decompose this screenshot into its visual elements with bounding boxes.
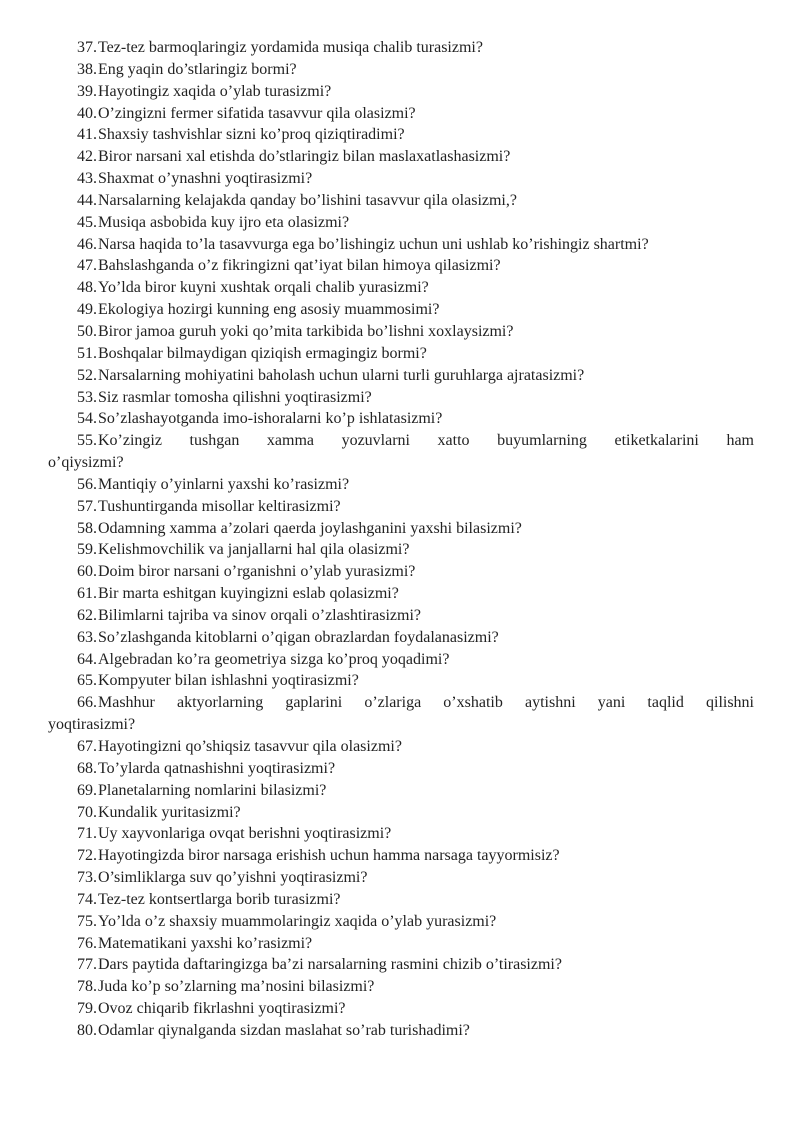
- question-item: [48, 998, 754, 1020]
- question-item: [48, 190, 754, 212]
- question-item: [48, 474, 754, 496]
- question-text-continuation: o’qiysizmi?: [48, 454, 124, 472]
- question-number: 74.: [77, 890, 97, 908]
- question-item: [48, 212, 754, 234]
- question-number: 40.: [77, 104, 97, 122]
- question-text: Eng yaqin do’stlaringiz bormi?: [98, 60, 297, 78]
- question-text: Odamlar qiynalganda sizdan maslahat so’rab turishadimi?: [98, 1021, 470, 1039]
- question-item: [48, 845, 754, 867]
- question-number: 58.: [77, 519, 97, 537]
- question-item: [48, 168, 754, 190]
- question-text: Mantiqiy o’yinlarni yaxshi ko’rasizmi?: [98, 475, 350, 493]
- question-number: 65.: [77, 672, 97, 690]
- question-number: 49.: [77, 301, 97, 319]
- question-item: [48, 146, 754, 168]
- question-number: 47.: [77, 257, 97, 275]
- question-text: Yo’lda biror kuyni xushtak orqali chalib yurasizmi?: [98, 279, 429, 297]
- question-text: Shaxsiy tashvishlar sizni ko’proq qiziqtiradimi?: [98, 126, 405, 144]
- question-item: [48, 933, 754, 955]
- question-item: [48, 321, 754, 343]
- question-number: 53.: [77, 388, 97, 406]
- question-text: Matematikani yaxshi ko’rasizmi?: [98, 934, 313, 952]
- question-item: [48, 605, 754, 627]
- question-number: 68.: [77, 759, 97, 777]
- question-item: [48, 627, 754, 649]
- question-item: [48, 867, 754, 889]
- question-text: To’ylarda qatnashishni yoqtirasizmi?: [98, 759, 336, 777]
- question-number: 77.: [77, 956, 97, 974]
- question-item: [48, 103, 754, 125]
- question-text: Odamning xamma a’zolari qaerda joylashganini yaxshi bilasizmi?: [98, 519, 522, 537]
- question-item: [48, 583, 754, 605]
- question-item: [48, 736, 754, 758]
- question-text: Narsalarning mohiyatini baholash uchun ularni turli guruhlarga ajratasizmi?: [98, 366, 585, 384]
- question-number: 54.: [77, 410, 97, 428]
- question-number: 80.: [77, 1021, 97, 1039]
- question-number: 70.: [77, 803, 97, 821]
- question-text: Ko’zingiz tushgan xamma yozuvlarni xatto buyumlarning etiketkalarini ham: [98, 432, 754, 450]
- question-text: Musiqa asbobida kuy ijro eta olasizmi?: [98, 213, 350, 231]
- question-item: [48, 59, 754, 81]
- question-number: 64.: [77, 650, 97, 668]
- question-number: 52.: [77, 366, 97, 384]
- question-item: [48, 1020, 754, 1042]
- question-text: Ekologiya hozirgi kunning eng asosiy muammosimi?: [98, 301, 440, 319]
- question-item: [48, 518, 754, 540]
- question-text: Doim biror narsani o’rganishni o’ylab yurasizmi?: [98, 563, 416, 581]
- question-item: [48, 255, 754, 277]
- question-number: 56.: [77, 475, 97, 493]
- question-number: 44.: [77, 191, 97, 209]
- question-item: [48, 496, 754, 518]
- question-number: 75.: [77, 912, 97, 930]
- question-text: So’zlashayotganda imo-ishoralarni ko’p ishlatasizmi?: [98, 410, 443, 428]
- question-number: 71.: [77, 825, 97, 843]
- question-item: [48, 299, 754, 321]
- question-text: Juda ko’p so’zlarning ma’nosini bilasizmi?: [98, 978, 375, 996]
- question-item: [48, 234, 754, 256]
- question-text: Dars paytida daftaringizga ba’zi narsalarning rasmini chizib o’tirasizmi?: [98, 956, 562, 974]
- question-item: [48, 780, 754, 802]
- question-item: [48, 365, 754, 387]
- question-item: [48, 889, 754, 911]
- question-number: 62.: [77, 606, 97, 624]
- question-number: 41.: [77, 126, 97, 144]
- question-text: Narsalarning kelajakda qanday bo’lishini tasavvur qila olasizmi,?: [98, 191, 517, 209]
- question-number: 79.: [77, 1000, 97, 1018]
- question-item: [48, 758, 754, 780]
- question-number: 51.: [77, 344, 97, 362]
- question-text: Shaxmat o’ynashni yoqtirasizmi?: [98, 170, 313, 188]
- question-item: [48, 539, 754, 561]
- question-text: Siz rasmlar tomosha qilishni yoqtirasizmi?: [98, 388, 372, 406]
- question-item: [48, 408, 754, 430]
- question-item: [48, 430, 754, 474]
- question-text: Planetalarning nomlarini bilasizmi?: [98, 781, 327, 799]
- question-text: Hayotingiz xaqida o’ylab turasizmi?: [98, 82, 332, 100]
- question-number: 59.: [77, 541, 97, 559]
- question-text: Kelishmovchilik va janjallarni hal qila olasizmi?: [98, 541, 410, 559]
- question-text: Tez-tez kontsertlarga borib turasizmi?: [98, 890, 341, 908]
- question-item: [48, 954, 754, 976]
- question-item: [48, 343, 754, 365]
- question-text: Bir marta eshitgan kuyingizni eslab qolasizmi?: [98, 585, 399, 603]
- question-text: Algebradan ko’ra geometriya sizga ko’proq yoqadimi?: [98, 650, 450, 668]
- question-item: [48, 387, 754, 409]
- question-number: 48.: [77, 279, 97, 297]
- question-text: Yo’lda o’z shaxsiy muammolaringiz xaqida o’ylab yurasizmi?: [98, 912, 497, 930]
- question-list: [48, 37, 754, 1042]
- question-item: [48, 692, 754, 736]
- question-number: 78.: [77, 978, 97, 996]
- question-item: [48, 911, 754, 933]
- question-number: 63.: [77, 628, 97, 646]
- question-text: Tushuntirganda misollar keltirasizmi?: [98, 497, 341, 515]
- question-text: O’simliklarga suv qo’yishni yoqtirasizmi?: [98, 869, 368, 887]
- question-number: 67.: [77, 738, 97, 755]
- question-text: Mashhur aktyorlarning gaplarini o’zlariga o’xshatib aytishni yani taqlid qilishni: [98, 694, 754, 712]
- question-number: 60.: [77, 563, 97, 581]
- question-item: [48, 124, 754, 146]
- question-text: Ovoz chiqarib fikrlashni yoqtirasizmi?: [98, 1000, 346, 1018]
- question-text-continuation: yoqtirasizmi?: [48, 716, 136, 734]
- question-item: [48, 277, 754, 299]
- question-text: Hayotingizni qo’shiqsiz tasavvur qila olasizmi?: [98, 738, 402, 755]
- question-number: 69.: [77, 781, 97, 799]
- question-text: Narsa haqida to’la tasavvurga ega bo’lishingiz uchun uni ushlab ko’rishingiz shartmi?: [98, 235, 649, 253]
- question-number: 42.: [77, 148, 97, 166]
- question-number: 66.: [77, 694, 97, 712]
- question-item: [48, 823, 754, 845]
- question-text: Boshqalar bilmaydigan qiziqish ermagingiz bormi?: [98, 344, 427, 362]
- question-text: Tez-tez barmoqlaringiz yordamida musiqa chalib turasizmi?: [98, 39, 483, 56]
- question-text: Hayotingizda biror narsaga erishish uchun hamma narsaga tayyormisiz?: [98, 847, 560, 865]
- question-item: [48, 670, 754, 692]
- question-text: Biror jamoa guruh yoki qo’mita tarkibida bo’lishni xoxlaysizmi?: [98, 322, 514, 340]
- question-text: Kundalik yuritasizmi?: [98, 803, 241, 821]
- question-text: Biror narsani xal etishda do’stlaringiz bilan maslaxatlashasizmi?: [98, 148, 511, 166]
- question-number: 37.: [77, 39, 97, 56]
- question-number: 43.: [77, 170, 97, 188]
- question-number: 45.: [77, 213, 97, 231]
- question-number: 72.: [77, 847, 97, 865]
- question-item: [48, 561, 754, 583]
- question-number: 73.: [77, 869, 97, 887]
- question-item: [48, 976, 754, 998]
- question-text: Uy xayvonlariga ovqat berishni yoqtirasizmi?: [98, 825, 392, 843]
- question-text: O’zingizni fermer sifatida tasavvur qila olasizmi?: [98, 104, 416, 122]
- question-number: 76.: [77, 934, 97, 952]
- question-item: [48, 81, 754, 103]
- question-number: 46.: [77, 235, 97, 253]
- question-number: 50.: [77, 322, 97, 340]
- question-number: 61.: [77, 585, 97, 603]
- question-number: 38.: [77, 60, 97, 78]
- question-text: Bahslashganda o’z fikringizni qat’iyat bilan himoya qilasizmi?: [98, 257, 501, 275]
- question-text: Kompyuter bilan ishlashni yoqtirasizmi?: [98, 672, 359, 690]
- question-text: So’zlashganda kitoblarni o’qigan obrazlardan foydalanasizmi?: [98, 628, 499, 646]
- question-number: 57.: [77, 497, 97, 515]
- question-number: 55.: [77, 432, 97, 450]
- question-item: [48, 37, 754, 59]
- question-number: 39.: [77, 82, 97, 100]
- question-item: [48, 649, 754, 671]
- question-text: Bilimlarni tajriba va sinov orqali o’zlashtirasizmi?: [98, 606, 422, 624]
- question-item: [48, 802, 754, 824]
